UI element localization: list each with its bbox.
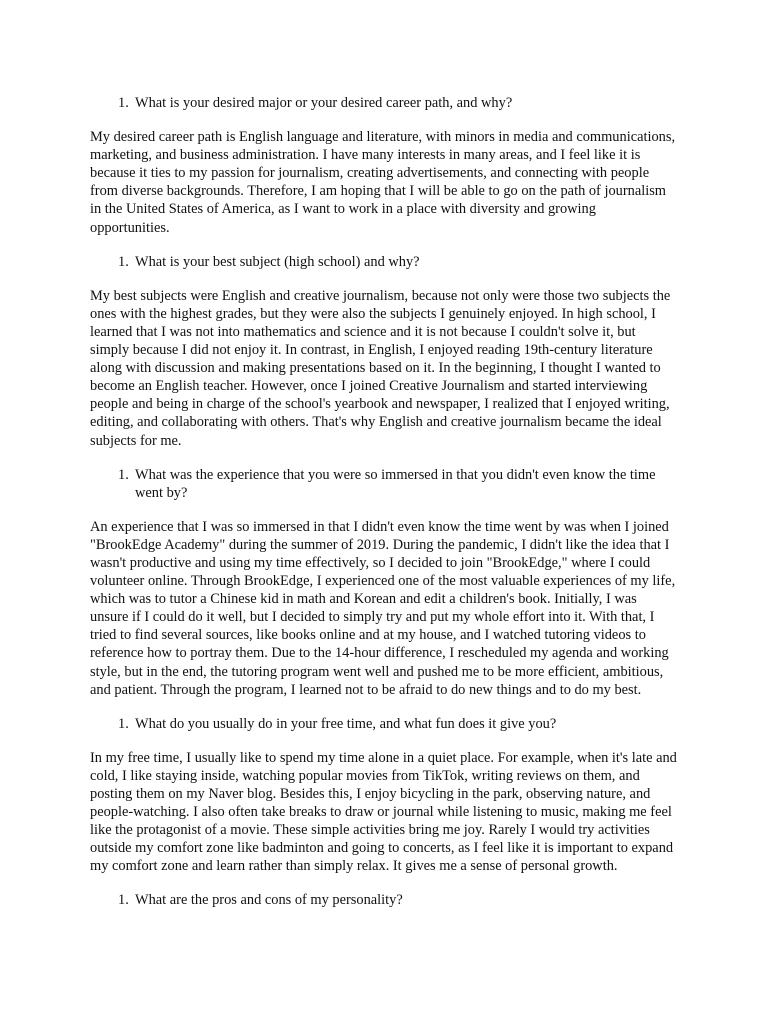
question-item [90,466,678,502]
answer-paragraph: In my free time, I usually like to spend my time alone in a quiet place. For example, when it's late and cold, I like staying inside, watching popular movies from TikTok, writing reviews on them, and posting them on my Naver blog. Besides this, I enjoy bicycling in the park, observing nature, and people-watching. I also often take breaks to draw or journal while listening to music, making me feel like the protagonist of a movie. These simple activities bring me joy. Rarely I would try activities outside my comfort zone like badminton and going to concerts, as I feel like it is important to expand my comfort zone and learn rather than simply relax. It gives me a sense of personal growth. [90,749,677,875]
question-item [90,253,678,271]
answer-paragraph: My best subjects were English and creative journalism, because not only were those two subjects the ones with the highest grades, but they were also the subjects I genuinely enjoyed. In high school, I learned that I was not into mathematics and science and it is not because I couldn't solve it, but simply because I did not enjoy it. In contrast, in English, I enjoyed reading 19th-century literature along with discussion and making presentations based on it. In the beginning, I thought I wanted to become an English teacher. However, once I joined Creative Journalism and started interviewing people and being in charge of the school's yearbook and newspaper, I realized that I enjoyed writing, editing, and collaborating with others. That's why English and creative journalism became the ideal subjects for me. [90,287,671,449]
answer-paragraph: An experience that I was so immersed in that I didn't even know the time went by was when I joined "BrookEdge Academy" during the summer of 2019. During the pandemic, I didn't like the idea that I wasn't productive and using my time effectively, so I decided to join "BrookEdge," where I could volunteer online. Through BrookEdge, I experienced one of the most valuable experiences of my life, which was to tutor a Chinese kid in math and Korean and edit a children's book. Initially, I was unsure if I could do it well, but I decided to simply try and put my whole effort into it. With that, I tried to find several sources, like books online and at my house, and I watched tutoring videos to reference how to portray them. Due to the 14-hour difference, I rescheduled my agenda and working style, but in the end, the tutoring program went well and pushed me to be more efficient, ambitious, and patient. Through the program, I learned not to be afraid to do new things and to do my best. [90,518,676,698]
document-page [90,94,678,926]
list-number: 1. [118,95,129,111]
question-text: What are the pros and cons of my personality? [135,892,403,909]
list-number: 1. [118,466,129,483]
question-text: What do you usually do in your free time, and what fun does it give you? [135,715,557,732]
list-number: 1. [118,253,129,270]
question-item [90,891,678,909]
answer-paragraph: My desired career path is English language and literature, with minors in media and communications, marketing, and business administration. I have many interests in many areas, and I feel like it is because it ties to my passion for journalism, creating advertisements, and connecting with people from diverse backgrounds. Therefore, I am hoping that I will be able to go on the path of journalism in the United States of America, as I want to work in a place with diversity and growing opportunities. [90,129,676,236]
list-number: 1. [118,892,129,909]
question-text: What is your desired major or your desired career path, and why? [135,95,513,111]
question-text: What was the experience that you were so immersed in that you didn't even know the time went by? [135,466,656,501]
question-item [90,94,678,112]
list-number: 1. [118,715,129,732]
question-item [90,715,678,733]
question-text: What is your best subject (high school) and why? [135,253,420,270]
